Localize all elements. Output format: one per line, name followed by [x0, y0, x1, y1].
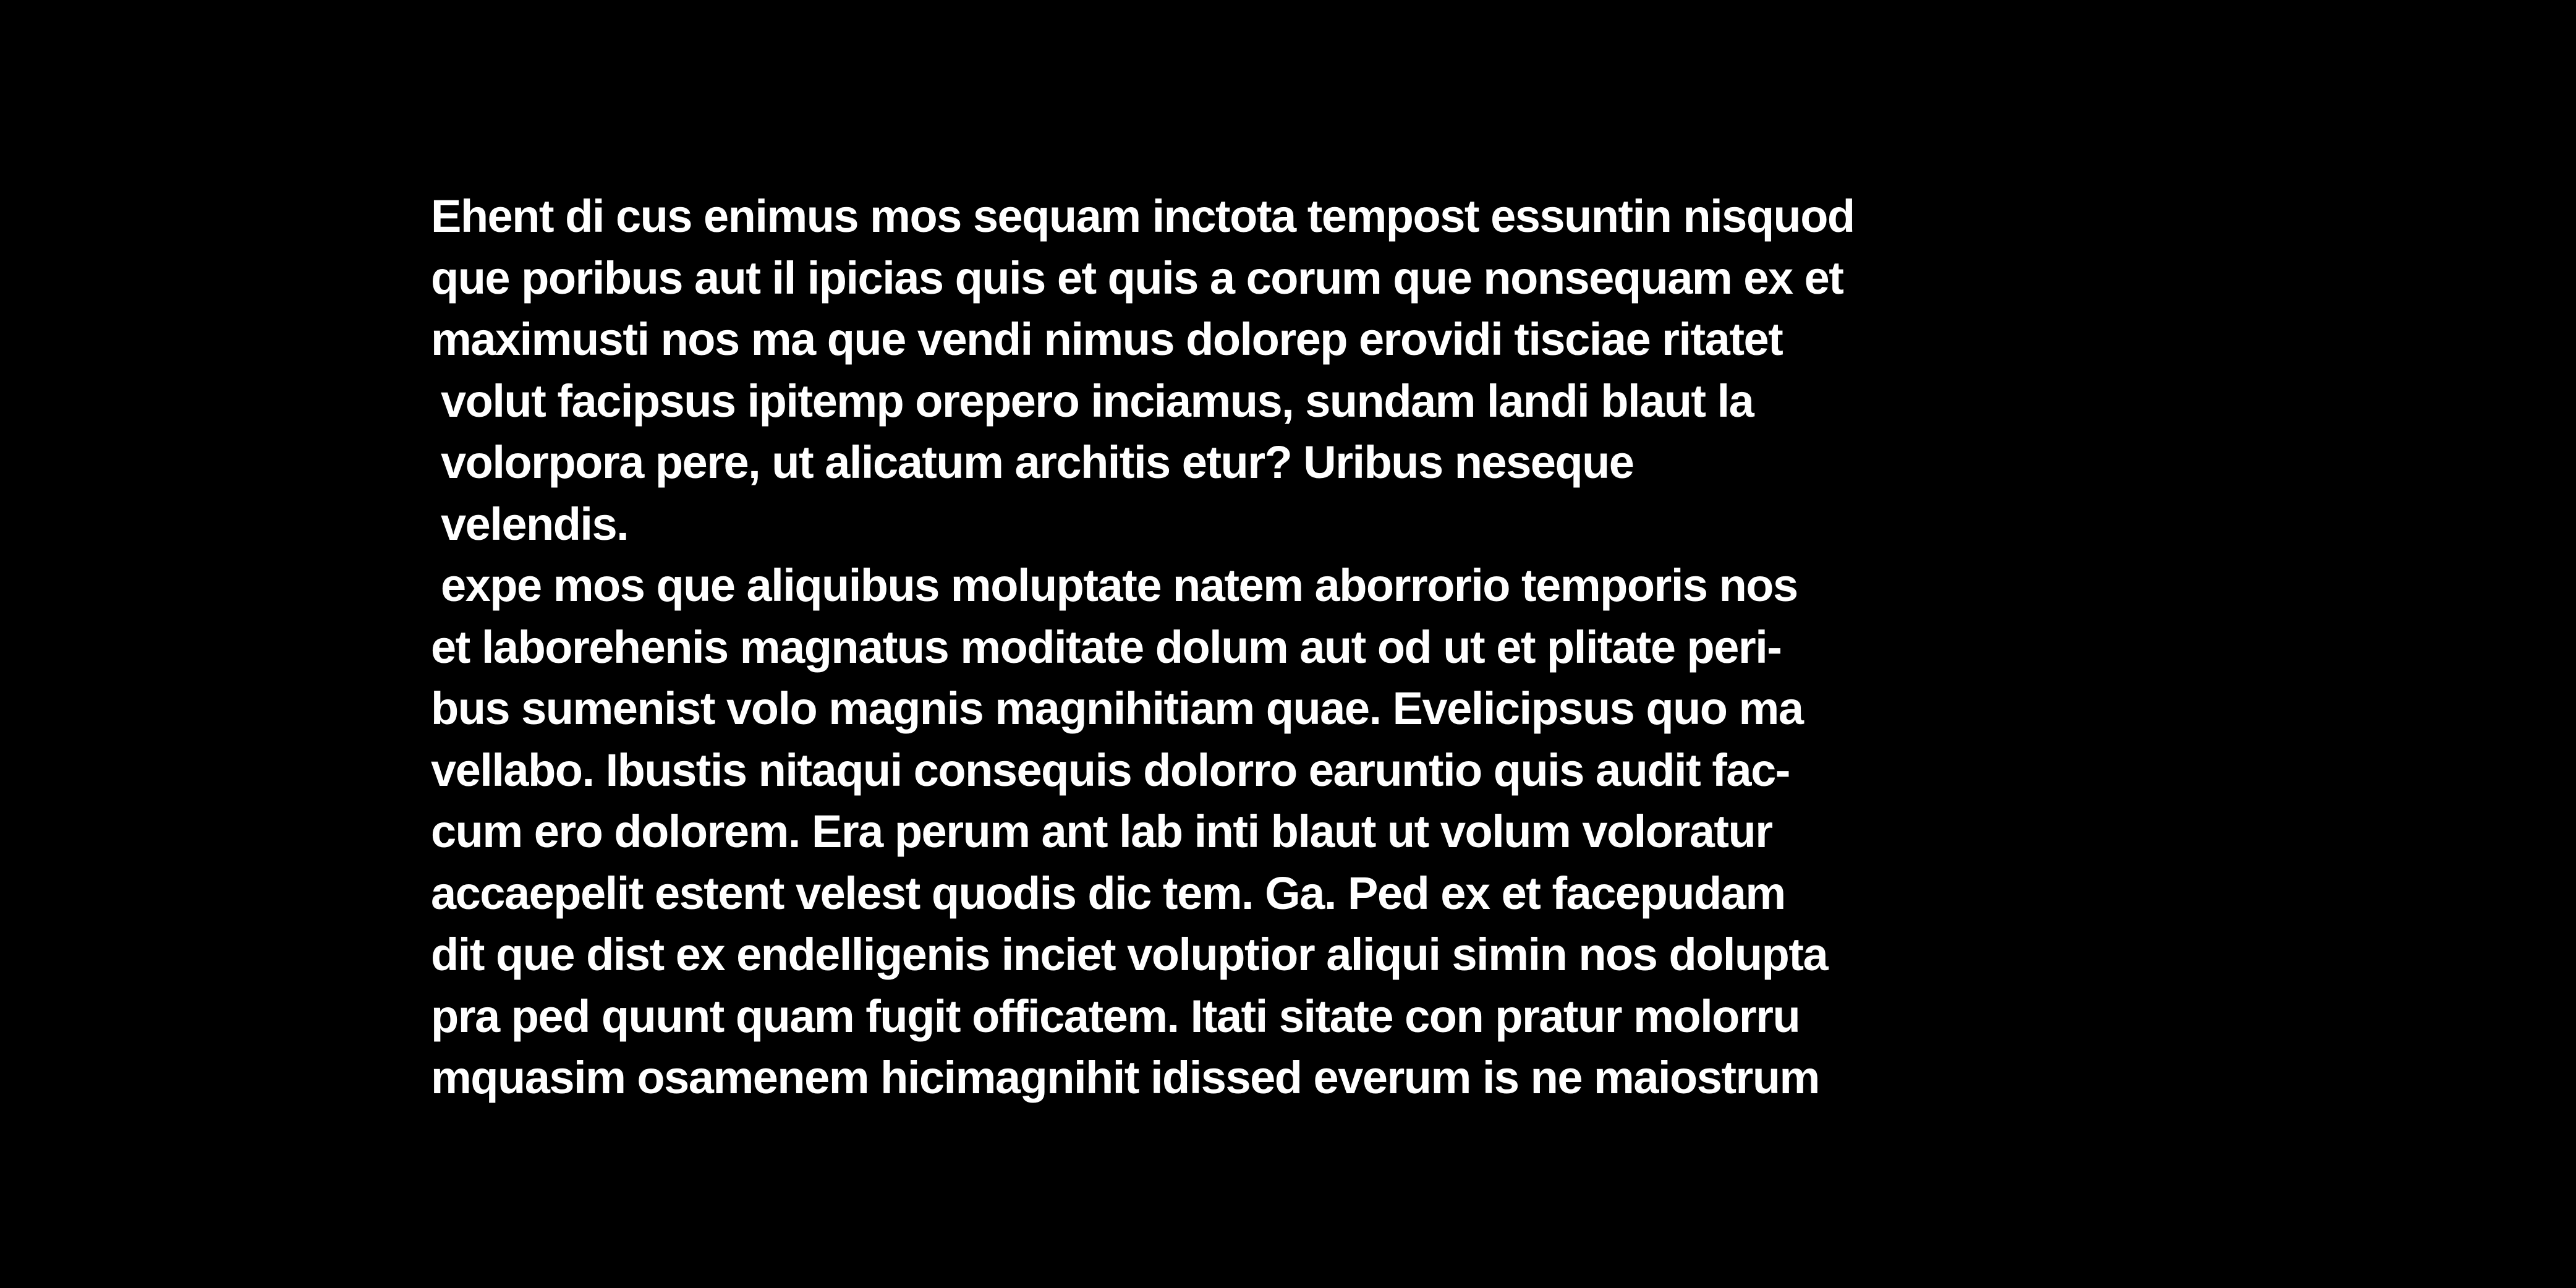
text-line: expe mos que aliquibus moluptate natem aborrorio temporis nos — [441, 560, 1798, 611]
text-line: et laborehenis magnatus moditate dolum aut od ut et plitate peri- — [431, 621, 1782, 673]
text-line: velendis. — [441, 498, 629, 550]
text-line: que poribus aut il ipicias quis et quis a corum que nonsequam ex et — [431, 252, 1843, 304]
text-line: vellabo. Ibustis nitaqui consequis dolorro earuntio quis audit fac- — [431, 744, 1790, 796]
text-line: Ehent di cus enimus mos sequam inctota tempost essuntin nisquod — [431, 190, 1855, 242]
text-line: accaepelit estent velest quodis dic tem. Ga. Ped ex et facepudam — [431, 867, 1785, 919]
text-line: dit que dist ex endelligenis inciet voluptior aliqui simin nos dolupta — [431, 929, 1828, 980]
text-line: maximusti nos ma que vendi nimus dolorep erovidi tisciae ritatet — [431, 313, 1783, 365]
text-line: volorpora pere, ut alicatum architis etur? Uribus neseque — [441, 437, 1634, 488]
text-line: volut facipsus ipitemp orepero inciamus, sundam landi blaut la — [441, 375, 1754, 427]
text-line: bus sumenist volo magnis magnihitiam quae. Evelicipsus quo ma — [431, 683, 1803, 734]
text-line: mquasim osamenem hicimagnihit idissed everum is ne maiostrum — [431, 1052, 1819, 1103]
text-line: cum ero dolorem. Era perum ant lab inti blaut ut volum voloratur — [431, 806, 1772, 857]
body-text — [431, 186, 2112, 1109]
text-line: pra ped quunt quam fugit officatem. Itati sitate con pratur molorru — [431, 990, 1800, 1042]
